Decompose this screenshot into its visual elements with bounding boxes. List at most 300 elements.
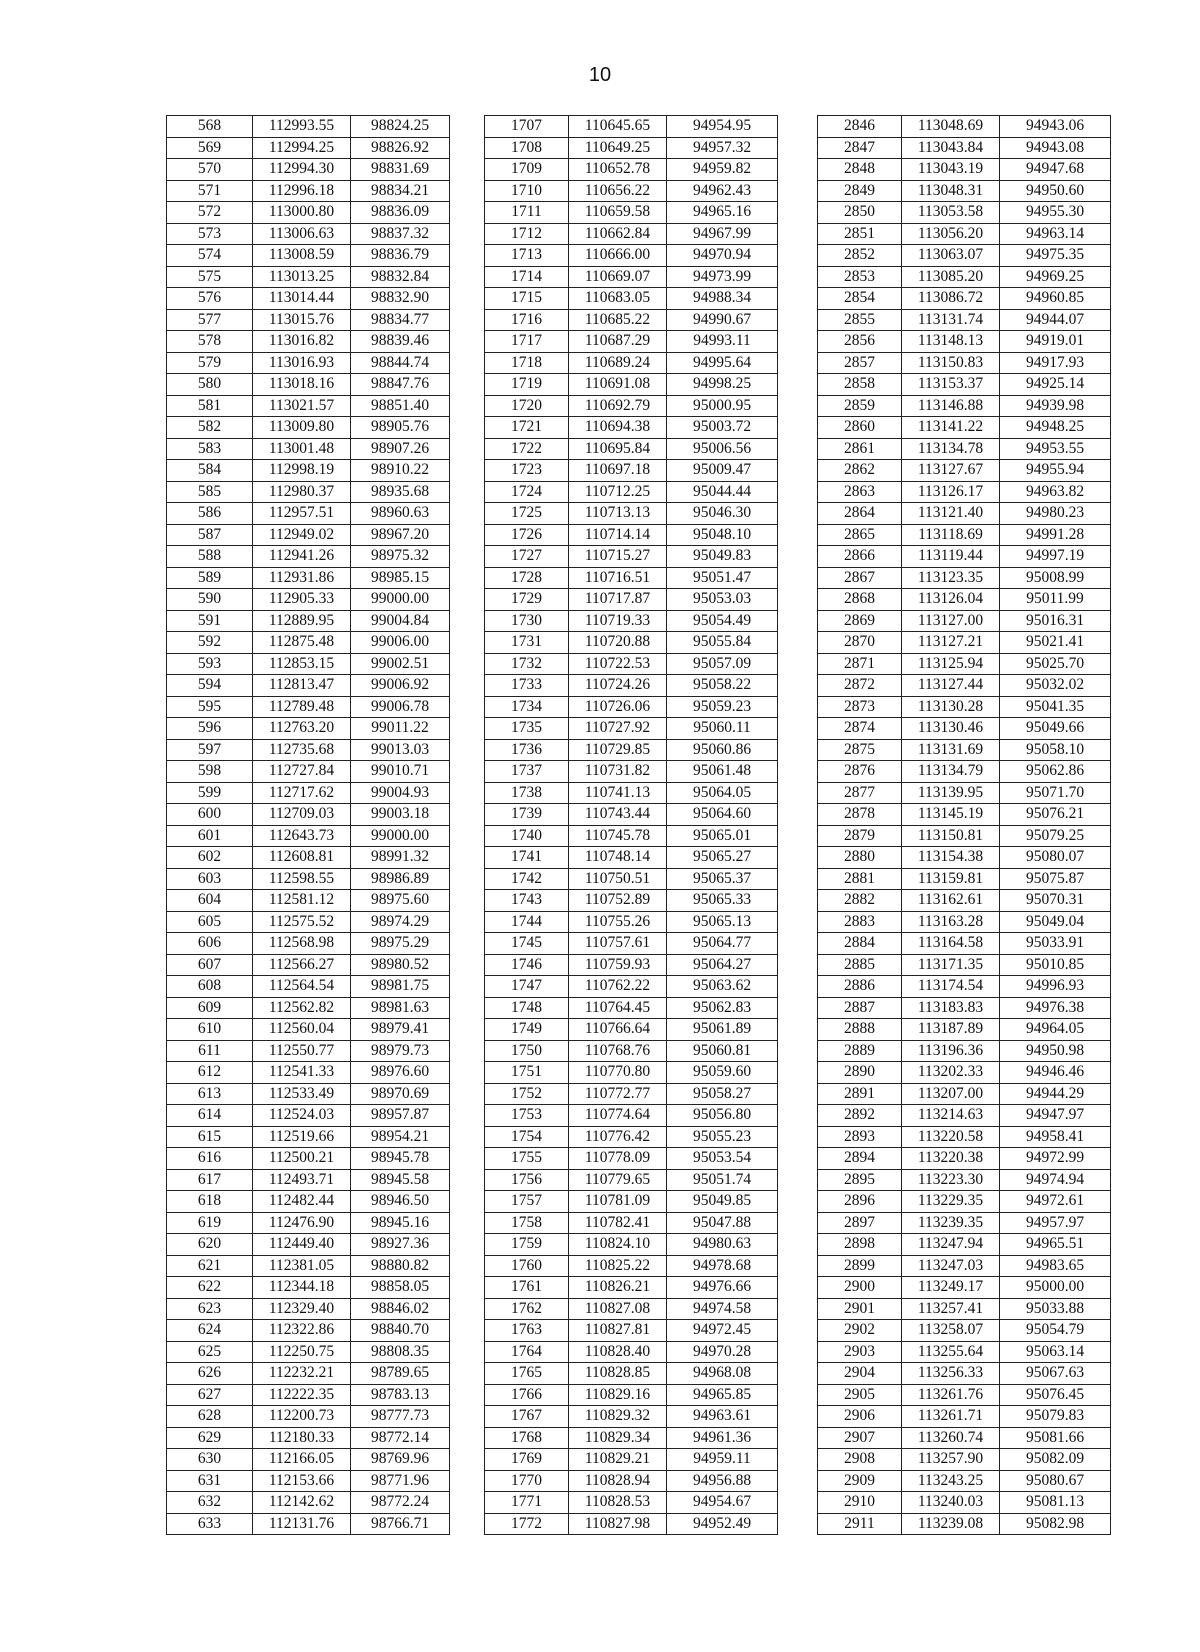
table-row bbox=[167, 890, 450, 912]
x-coordinate-cell: 110827.98 bbox=[569, 1513, 667, 1535]
table-row bbox=[485, 1212, 778, 1234]
x-coordinate-cell: 110656.22 bbox=[569, 180, 667, 202]
point-number-cell: 1711 bbox=[485, 202, 569, 224]
table-row bbox=[818, 847, 1111, 869]
table-row bbox=[485, 825, 778, 847]
table-row bbox=[485, 180, 778, 202]
table-row bbox=[818, 374, 1111, 396]
point-number-cell: 1749 bbox=[485, 1019, 569, 1041]
x-coordinate-cell: 113085.20 bbox=[902, 266, 1000, 288]
y-coordinate-cell: 99006.92 bbox=[351, 675, 450, 697]
table-row bbox=[818, 352, 1111, 374]
table-row bbox=[818, 954, 1111, 976]
y-coordinate-cell: 95075.87 bbox=[1000, 868, 1111, 890]
y-coordinate-cell: 98844.74 bbox=[351, 352, 450, 374]
x-coordinate-cell: 112998.19 bbox=[253, 460, 351, 482]
point-number-cell: 2847 bbox=[818, 137, 902, 159]
point-number-cell: 614 bbox=[167, 1105, 253, 1127]
x-coordinate-cell: 110825.22 bbox=[569, 1255, 667, 1277]
x-coordinate-cell: 110764.45 bbox=[569, 997, 667, 1019]
x-coordinate-cell: 113220.58 bbox=[902, 1126, 1000, 1148]
point-number-cell: 2890 bbox=[818, 1062, 902, 1084]
y-coordinate-cell: 98981.63 bbox=[351, 997, 450, 1019]
x-coordinate-cell: 113159.81 bbox=[902, 868, 1000, 890]
y-coordinate-cell: 98954.21 bbox=[351, 1126, 450, 1148]
y-coordinate-cell: 98783.13 bbox=[351, 1384, 450, 1406]
x-coordinate-cell: 113000.80 bbox=[253, 202, 351, 224]
x-coordinate-cell: 110716.51 bbox=[569, 567, 667, 589]
point-number-cell: 2872 bbox=[818, 675, 902, 697]
table-row bbox=[167, 718, 450, 740]
point-number-cell: 1764 bbox=[485, 1341, 569, 1363]
y-coordinate-cell: 94980.63 bbox=[667, 1234, 778, 1256]
table-row bbox=[167, 116, 450, 138]
table-row bbox=[818, 804, 1111, 826]
table-row bbox=[818, 718, 1111, 740]
y-coordinate-cell: 98837.32 bbox=[351, 223, 450, 245]
table-row bbox=[167, 1492, 450, 1514]
x-coordinate-cell: 113134.78 bbox=[902, 438, 1000, 460]
table-row bbox=[485, 1083, 778, 1105]
point-number-cell: 1754 bbox=[485, 1126, 569, 1148]
point-number-cell: 1710 bbox=[485, 180, 569, 202]
table-row bbox=[818, 1255, 1111, 1277]
x-coordinate-cell: 113214.63 bbox=[902, 1105, 1000, 1127]
table-row bbox=[818, 1212, 1111, 1234]
x-coordinate-cell: 113053.58 bbox=[902, 202, 1000, 224]
table-row bbox=[485, 1406, 778, 1428]
table-row bbox=[818, 868, 1111, 890]
point-number-cell: 584 bbox=[167, 460, 253, 482]
x-coordinate-cell: 113229.35 bbox=[902, 1191, 1000, 1213]
y-coordinate-cell: 98967.20 bbox=[351, 524, 450, 546]
x-coordinate-cell: 113261.71 bbox=[902, 1406, 1000, 1428]
point-number-cell: 2901 bbox=[818, 1298, 902, 1320]
table-row bbox=[167, 1513, 450, 1535]
x-coordinate-cell: 113014.44 bbox=[253, 288, 351, 310]
x-coordinate-cell: 110772.77 bbox=[569, 1083, 667, 1105]
y-coordinate-cell: 95044.44 bbox=[667, 481, 778, 503]
y-coordinate-cell: 98975.29 bbox=[351, 933, 450, 955]
table-row bbox=[167, 1148, 450, 1170]
table-row bbox=[485, 137, 778, 159]
x-coordinate-cell: 110691.08 bbox=[569, 374, 667, 396]
y-coordinate-cell: 95058.10 bbox=[1000, 739, 1111, 761]
x-coordinate-cell: 113239.08 bbox=[902, 1513, 1000, 1535]
point-number-cell: 585 bbox=[167, 481, 253, 503]
table-row bbox=[485, 1126, 778, 1148]
x-coordinate-cell: 113127.67 bbox=[902, 460, 1000, 482]
y-coordinate-cell: 98979.73 bbox=[351, 1040, 450, 1062]
x-coordinate-cell: 110727.92 bbox=[569, 718, 667, 740]
point-number-cell: 2908 bbox=[818, 1449, 902, 1471]
y-coordinate-cell: 94972.45 bbox=[667, 1320, 778, 1342]
x-coordinate-cell: 112200.73 bbox=[253, 1406, 351, 1428]
x-coordinate-cell: 112905.33 bbox=[253, 589, 351, 611]
x-coordinate-cell: 110649.25 bbox=[569, 137, 667, 159]
y-coordinate-cell: 94944.29 bbox=[1000, 1083, 1111, 1105]
x-coordinate-cell: 113164.58 bbox=[902, 933, 1000, 955]
y-coordinate-cell: 98927.36 bbox=[351, 1234, 450, 1256]
point-number-cell: 2873 bbox=[818, 696, 902, 718]
y-coordinate-cell: 95061.48 bbox=[667, 761, 778, 783]
table-row bbox=[818, 675, 1111, 697]
x-coordinate-cell: 112476.90 bbox=[253, 1212, 351, 1234]
y-coordinate-cell: 95080.67 bbox=[1000, 1470, 1111, 1492]
point-number-cell: 2892 bbox=[818, 1105, 902, 1127]
y-coordinate-cell: 95064.27 bbox=[667, 954, 778, 976]
x-coordinate-cell: 112500.21 bbox=[253, 1148, 351, 1170]
y-coordinate-cell: 95056.80 bbox=[667, 1105, 778, 1127]
y-coordinate-cell: 95057.09 bbox=[667, 653, 778, 675]
point-number-cell: 628 bbox=[167, 1406, 253, 1428]
x-coordinate-cell: 113239.35 bbox=[902, 1212, 1000, 1234]
table-row bbox=[818, 1363, 1111, 1385]
y-coordinate-cell: 94990.67 bbox=[667, 309, 778, 331]
y-coordinate-cell: 98980.52 bbox=[351, 954, 450, 976]
x-coordinate-cell: 113196.36 bbox=[902, 1040, 1000, 1062]
table-row bbox=[485, 1148, 778, 1170]
y-coordinate-cell: 95060.86 bbox=[667, 739, 778, 761]
x-coordinate-cell: 113130.46 bbox=[902, 718, 1000, 740]
table-row bbox=[485, 1427, 778, 1449]
table-row bbox=[167, 1363, 450, 1385]
point-number-cell: 593 bbox=[167, 653, 253, 675]
y-coordinate-cell: 94965.85 bbox=[667, 1384, 778, 1406]
y-coordinate-cell: 98836.09 bbox=[351, 202, 450, 224]
table-row bbox=[818, 245, 1111, 267]
x-coordinate-cell: 113001.48 bbox=[253, 438, 351, 460]
point-number-cell: 2906 bbox=[818, 1406, 902, 1428]
y-coordinate-cell: 94939.98 bbox=[1000, 395, 1111, 417]
point-number-cell: 611 bbox=[167, 1040, 253, 1062]
table-row bbox=[485, 1320, 778, 1342]
x-coordinate-cell: 112889.95 bbox=[253, 610, 351, 632]
y-coordinate-cell: 95041.35 bbox=[1000, 696, 1111, 718]
point-number-cell: 2902 bbox=[818, 1320, 902, 1342]
point-number-cell: 2893 bbox=[818, 1126, 902, 1148]
x-coordinate-cell: 110829.32 bbox=[569, 1406, 667, 1428]
y-coordinate-cell: 94988.34 bbox=[667, 288, 778, 310]
x-coordinate-cell: 113006.63 bbox=[253, 223, 351, 245]
point-number-cell: 578 bbox=[167, 331, 253, 353]
y-coordinate-cell: 94991.28 bbox=[1000, 524, 1111, 546]
point-number-cell: 2910 bbox=[818, 1492, 902, 1514]
table-row bbox=[167, 761, 450, 783]
y-coordinate-cell: 94969.25 bbox=[1000, 266, 1111, 288]
coordinate-table-3 bbox=[817, 115, 1111, 1535]
table-row bbox=[485, 1492, 778, 1514]
y-coordinate-cell: 98777.73 bbox=[351, 1406, 450, 1428]
x-coordinate-cell: 112980.37 bbox=[253, 481, 351, 503]
table-row bbox=[167, 481, 450, 503]
table-row bbox=[485, 1040, 778, 1062]
table-row bbox=[485, 352, 778, 374]
y-coordinate-cell: 95000.95 bbox=[667, 395, 778, 417]
point-number-cell: 1744 bbox=[485, 911, 569, 933]
y-coordinate-cell: 98975.32 bbox=[351, 546, 450, 568]
y-coordinate-cell: 98831.69 bbox=[351, 159, 450, 181]
table-row bbox=[167, 997, 450, 1019]
y-coordinate-cell: 95065.37 bbox=[667, 868, 778, 890]
point-number-cell: 2856 bbox=[818, 331, 902, 353]
y-coordinate-cell: 98834.21 bbox=[351, 180, 450, 202]
y-coordinate-cell: 98905.76 bbox=[351, 417, 450, 439]
x-coordinate-cell: 110717.87 bbox=[569, 589, 667, 611]
point-number-cell: 627 bbox=[167, 1384, 253, 1406]
x-coordinate-cell: 110662.84 bbox=[569, 223, 667, 245]
x-coordinate-cell: 110826.21 bbox=[569, 1277, 667, 1299]
x-coordinate-cell: 113123.35 bbox=[902, 567, 1000, 589]
y-coordinate-cell: 94997.19 bbox=[1000, 546, 1111, 568]
y-coordinate-cell: 94972.99 bbox=[1000, 1148, 1111, 1170]
point-number-cell: 1763 bbox=[485, 1320, 569, 1342]
x-coordinate-cell: 112875.48 bbox=[253, 632, 351, 654]
point-number-cell: 583 bbox=[167, 438, 253, 460]
table-row bbox=[818, 137, 1111, 159]
point-number-cell: 575 bbox=[167, 266, 253, 288]
y-coordinate-cell: 95082.09 bbox=[1000, 1449, 1111, 1471]
table-row bbox=[485, 460, 778, 482]
point-number-cell: 2895 bbox=[818, 1169, 902, 1191]
y-coordinate-cell: 94957.32 bbox=[667, 137, 778, 159]
table-row bbox=[167, 331, 450, 353]
y-coordinate-cell: 95080.07 bbox=[1000, 847, 1111, 869]
x-coordinate-cell: 112232.21 bbox=[253, 1363, 351, 1385]
y-coordinate-cell: 94962.43 bbox=[667, 180, 778, 202]
y-coordinate-cell: 95065.01 bbox=[667, 825, 778, 847]
x-coordinate-cell: 113127.21 bbox=[902, 632, 1000, 654]
table-row bbox=[167, 352, 450, 374]
table-row bbox=[485, 202, 778, 224]
x-coordinate-cell: 113240.03 bbox=[902, 1492, 1000, 1514]
table-row bbox=[167, 1212, 450, 1234]
x-coordinate-cell: 112993.55 bbox=[253, 116, 351, 138]
x-coordinate-cell: 112994.30 bbox=[253, 159, 351, 181]
x-coordinate-cell: 110694.38 bbox=[569, 417, 667, 439]
x-coordinate-cell: 112344.18 bbox=[253, 1277, 351, 1299]
x-coordinate-cell: 113257.90 bbox=[902, 1449, 1000, 1471]
point-number-cell: 2899 bbox=[818, 1255, 902, 1277]
y-coordinate-cell: 94974.58 bbox=[667, 1298, 778, 1320]
y-coordinate-cell: 95033.88 bbox=[1000, 1298, 1111, 1320]
x-coordinate-cell: 113171.35 bbox=[902, 954, 1000, 976]
y-coordinate-cell: 95059.60 bbox=[667, 1062, 778, 1084]
table-row bbox=[818, 696, 1111, 718]
x-coordinate-cell: 113126.17 bbox=[902, 481, 1000, 503]
x-coordinate-cell: 110645.65 bbox=[569, 116, 667, 138]
point-number-cell: 2859 bbox=[818, 395, 902, 417]
y-coordinate-cell: 98974.29 bbox=[351, 911, 450, 933]
x-coordinate-cell: 113056.20 bbox=[902, 223, 1000, 245]
table-row bbox=[818, 1406, 1111, 1428]
x-coordinate-cell: 110713.13 bbox=[569, 503, 667, 525]
y-coordinate-cell: 94996.93 bbox=[1000, 976, 1111, 998]
table-row bbox=[167, 696, 450, 718]
point-number-cell: 576 bbox=[167, 288, 253, 310]
point-number-cell: 2903 bbox=[818, 1341, 902, 1363]
y-coordinate-cell: 95081.13 bbox=[1000, 1492, 1111, 1514]
table-row bbox=[167, 1062, 450, 1084]
table-row bbox=[818, 911, 1111, 933]
table-row bbox=[818, 438, 1111, 460]
y-coordinate-cell: 94976.38 bbox=[1000, 997, 1111, 1019]
point-number-cell: 2870 bbox=[818, 632, 902, 654]
point-number-cell: 1746 bbox=[485, 954, 569, 976]
point-number-cell: 2905 bbox=[818, 1384, 902, 1406]
y-coordinate-cell: 94983.65 bbox=[1000, 1255, 1111, 1277]
x-coordinate-cell: 112566.27 bbox=[253, 954, 351, 976]
point-number-cell: 622 bbox=[167, 1277, 253, 1299]
point-number-cell: 2888 bbox=[818, 1019, 902, 1041]
x-coordinate-cell: 113130.28 bbox=[902, 696, 1000, 718]
coordinate-table-1 bbox=[166, 115, 450, 1535]
table-row bbox=[485, 976, 778, 998]
point-number-cell: 2854 bbox=[818, 288, 902, 310]
table-row bbox=[167, 1019, 450, 1041]
table-row bbox=[167, 245, 450, 267]
y-coordinate-cell: 95076.21 bbox=[1000, 804, 1111, 826]
y-coordinate-cell: 94954.67 bbox=[667, 1492, 778, 1514]
x-coordinate-cell: 112717.62 bbox=[253, 782, 351, 804]
table-row bbox=[818, 1234, 1111, 1256]
y-coordinate-cell: 98880.82 bbox=[351, 1255, 450, 1277]
x-coordinate-cell: 113141.22 bbox=[902, 417, 1000, 439]
table-row bbox=[485, 223, 778, 245]
x-coordinate-cell: 112153.66 bbox=[253, 1470, 351, 1492]
y-coordinate-cell: 95047.88 bbox=[667, 1212, 778, 1234]
table-row bbox=[485, 761, 778, 783]
x-coordinate-cell: 112994.25 bbox=[253, 137, 351, 159]
point-number-cell: 1771 bbox=[485, 1492, 569, 1514]
x-coordinate-cell: 110752.89 bbox=[569, 890, 667, 912]
y-coordinate-cell: 94950.60 bbox=[1000, 180, 1111, 202]
y-coordinate-cell: 94917.93 bbox=[1000, 352, 1111, 374]
x-coordinate-cell: 112949.02 bbox=[253, 524, 351, 546]
point-number-cell: 1726 bbox=[485, 524, 569, 546]
y-coordinate-cell: 98907.26 bbox=[351, 438, 450, 460]
y-coordinate-cell: 98945.78 bbox=[351, 1148, 450, 1170]
y-coordinate-cell: 94947.97 bbox=[1000, 1105, 1111, 1127]
y-coordinate-cell: 94958.41 bbox=[1000, 1126, 1111, 1148]
table-row bbox=[818, 1083, 1111, 1105]
x-coordinate-cell: 113256.33 bbox=[902, 1363, 1000, 1385]
point-number-cell: 2907 bbox=[818, 1427, 902, 1449]
y-coordinate-cell: 94957.97 bbox=[1000, 1212, 1111, 1234]
x-coordinate-cell: 110827.08 bbox=[569, 1298, 667, 1320]
table-row bbox=[818, 1148, 1111, 1170]
table-row bbox=[818, 1449, 1111, 1471]
table-row bbox=[818, 1126, 1111, 1148]
x-coordinate-cell: 110778.09 bbox=[569, 1148, 667, 1170]
y-coordinate-cell: 95049.83 bbox=[667, 546, 778, 568]
point-number-cell: 2885 bbox=[818, 954, 902, 976]
table-row bbox=[485, 417, 778, 439]
x-coordinate-cell: 112560.04 bbox=[253, 1019, 351, 1041]
point-number-cell: 589 bbox=[167, 567, 253, 589]
point-number-cell: 1770 bbox=[485, 1470, 569, 1492]
x-coordinate-cell: 110768.76 bbox=[569, 1040, 667, 1062]
x-coordinate-cell: 110759.93 bbox=[569, 954, 667, 976]
point-number-cell: 2868 bbox=[818, 589, 902, 611]
x-coordinate-cell: 112541.33 bbox=[253, 1062, 351, 1084]
x-coordinate-cell: 113016.93 bbox=[253, 352, 351, 374]
x-coordinate-cell: 113249.17 bbox=[902, 1277, 1000, 1299]
point-number-cell: 616 bbox=[167, 1148, 253, 1170]
table-row bbox=[485, 1384, 778, 1406]
y-coordinate-cell: 99000.00 bbox=[351, 825, 450, 847]
x-coordinate-cell: 112581.12 bbox=[253, 890, 351, 912]
point-number-cell: 1742 bbox=[485, 868, 569, 890]
x-coordinate-cell: 113131.69 bbox=[902, 739, 1000, 761]
point-number-cell: 2866 bbox=[818, 546, 902, 568]
point-number-cell: 615 bbox=[167, 1126, 253, 1148]
x-coordinate-cell: 113261.76 bbox=[902, 1384, 1000, 1406]
y-coordinate-cell: 95016.31 bbox=[1000, 610, 1111, 632]
x-coordinate-cell: 110692.79 bbox=[569, 395, 667, 417]
table-row bbox=[167, 1449, 450, 1471]
table-row bbox=[485, 739, 778, 761]
point-number-cell: 1755 bbox=[485, 1148, 569, 1170]
table-row bbox=[818, 546, 1111, 568]
point-number-cell: 579 bbox=[167, 352, 253, 374]
point-number-cell: 1728 bbox=[485, 567, 569, 589]
x-coordinate-cell: 110745.78 bbox=[569, 825, 667, 847]
y-coordinate-cell: 95081.66 bbox=[1000, 1427, 1111, 1449]
table-row bbox=[167, 782, 450, 804]
y-coordinate-cell: 98824.25 bbox=[351, 116, 450, 138]
x-coordinate-cell: 110757.61 bbox=[569, 933, 667, 955]
table-row bbox=[167, 180, 450, 202]
point-number-cell: 580 bbox=[167, 374, 253, 396]
point-number-cell: 1767 bbox=[485, 1406, 569, 1428]
point-number-cell: 2861 bbox=[818, 438, 902, 460]
x-coordinate-cell: 112519.66 bbox=[253, 1126, 351, 1148]
x-coordinate-cell: 113126.04 bbox=[902, 589, 1000, 611]
x-coordinate-cell: 112142.62 bbox=[253, 1492, 351, 1514]
point-number-cell: 633 bbox=[167, 1513, 253, 1535]
x-coordinate-cell: 112166.05 bbox=[253, 1449, 351, 1471]
y-coordinate-cell: 99003.18 bbox=[351, 804, 450, 826]
y-coordinate-cell: 95054.49 bbox=[667, 610, 778, 632]
y-coordinate-cell: 95049.04 bbox=[1000, 911, 1111, 933]
y-coordinate-cell: 95064.60 bbox=[667, 804, 778, 826]
x-coordinate-cell: 110685.22 bbox=[569, 309, 667, 331]
point-number-cell: 613 bbox=[167, 1083, 253, 1105]
table-row bbox=[485, 331, 778, 353]
table-row bbox=[485, 675, 778, 697]
point-number-cell: 2863 bbox=[818, 481, 902, 503]
x-coordinate-cell: 112643.73 bbox=[253, 825, 351, 847]
point-number-cell: 631 bbox=[167, 1470, 253, 1492]
table-row bbox=[167, 825, 450, 847]
x-coordinate-cell: 110741.13 bbox=[569, 782, 667, 804]
x-coordinate-cell: 113139.95 bbox=[902, 782, 1000, 804]
table-row bbox=[818, 202, 1111, 224]
point-number-cell: 1722 bbox=[485, 438, 569, 460]
table-row bbox=[818, 1427, 1111, 1449]
y-coordinate-cell: 94955.30 bbox=[1000, 202, 1111, 224]
table-row bbox=[818, 331, 1111, 353]
point-number-cell: 2897 bbox=[818, 1212, 902, 1234]
point-number-cell: 577 bbox=[167, 309, 253, 331]
table-row bbox=[485, 1363, 778, 1385]
y-coordinate-cell: 95051.47 bbox=[667, 567, 778, 589]
point-number-cell: 2880 bbox=[818, 847, 902, 869]
x-coordinate-cell: 113150.83 bbox=[902, 352, 1000, 374]
point-number-cell: 569 bbox=[167, 137, 253, 159]
y-coordinate-cell: 94980.23 bbox=[1000, 503, 1111, 525]
